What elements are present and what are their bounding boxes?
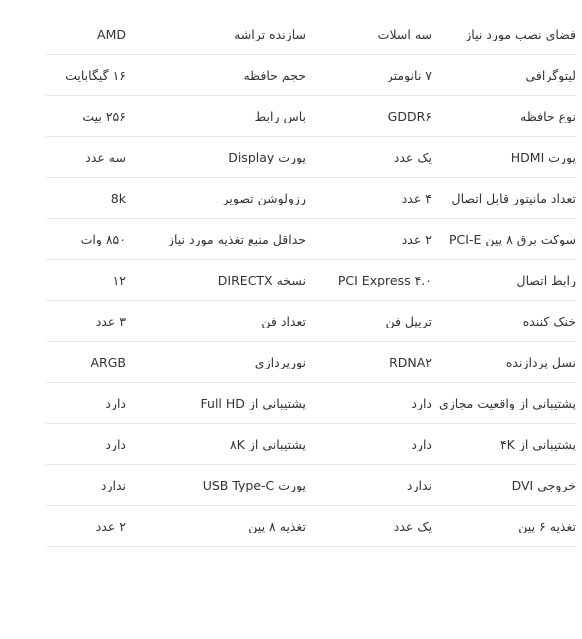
- spec-label: خروجی DVI: [511, 477, 576, 493]
- spec-value: ۲۵۶ بیت: [82, 108, 126, 124]
- spec-value: دارد: [105, 395, 126, 411]
- table-row: [46, 137, 576, 178]
- spec-value: GDDR۶: [387, 108, 432, 124]
- spec-value: دارد: [411, 436, 432, 452]
- spec-label: تعداد مانیتور قابل اتصال: [451, 190, 576, 206]
- spec-value: یک عدد: [393, 149, 432, 165]
- spec-label: پشتیبانی از واقعیت مجازی: [438, 395, 576, 411]
- spec-value: AMD: [97, 26, 126, 42]
- spec-label: باس رابط: [254, 108, 306, 124]
- spec-value: ۱۲: [112, 272, 126, 288]
- spec-value: سه اسلات: [377, 26, 432, 42]
- table-row: [46, 301, 576, 342]
- spec-label: پورت HDMI: [510, 149, 576, 165]
- spec-value: ۱۶ گیگابایت: [65, 67, 126, 83]
- spec-label: نوع حافظه: [520, 108, 576, 124]
- spec-label: پورت Display: [228, 149, 306, 165]
- spec-label: حداقل منبع تغذیه مورد نیاز: [167, 231, 306, 247]
- spec-value: ۳ عدد: [95, 313, 126, 329]
- spec-label: پشتیبانی از ۴K: [499, 436, 576, 452]
- spec-value: سه عدد: [85, 149, 126, 165]
- spec-table: [46, 14, 576, 547]
- table-row: [46, 506, 576, 547]
- spec-value: ۲ عدد: [401, 231, 432, 247]
- spec-value: دارد: [105, 436, 126, 452]
- spec-label: نسخه DIRECTX: [217, 272, 306, 288]
- spec-value: تریپل فن: [385, 313, 432, 329]
- spec-label: لیتوگرافی: [525, 67, 576, 83]
- spec-label: سازنده تراشه: [234, 26, 306, 42]
- table-row: [46, 342, 576, 383]
- spec-value: 8k: [110, 190, 126, 206]
- table-row: [46, 465, 576, 506]
- spec-label: تعداد فن: [261, 313, 306, 329]
- table-row: [46, 178, 576, 219]
- spec-label: رزولوشن تصویر: [222, 190, 306, 206]
- table-row: [46, 383, 576, 424]
- spec-label: نسل پردازنده: [505, 354, 576, 370]
- table-row: [46, 219, 576, 260]
- spec-label: رابط اتصال: [516, 272, 576, 288]
- table-row: [46, 55, 576, 96]
- spec-label: تغذیه ۶ پین: [518, 518, 576, 534]
- spec-value: ۸۵۰ وات: [80, 231, 126, 247]
- spec-value: ندارد: [406, 477, 432, 493]
- spec-label: حجم حافظه: [243, 67, 306, 83]
- spec-value: ندارد: [100, 477, 126, 493]
- spec-label: نورپردازی: [254, 354, 306, 370]
- spec-value: دارد: [411, 395, 432, 411]
- spec-label: تغذیه ۸ پین: [248, 518, 306, 534]
- spec-label: پشتیبانی از Full HD: [200, 395, 306, 411]
- table-row: [46, 260, 576, 301]
- spec-label: سوکت برق ۸ پین PCI-E: [449, 231, 576, 247]
- table-row: [46, 96, 576, 137]
- spec-label: پورت USB Type-C: [202, 477, 306, 493]
- spec-value: یک عدد: [393, 518, 432, 534]
- spec-value: ۲ عدد: [95, 518, 126, 534]
- spec-label: پشتیبانی از ۸K: [229, 436, 306, 452]
- table-row: [46, 14, 576, 55]
- spec-value: ARGB: [90, 354, 126, 370]
- table-row: [46, 424, 576, 465]
- spec-label: فضای نصب مورد نیاز: [465, 26, 576, 42]
- spec-value: PCI Express ۴.۰: [337, 272, 432, 288]
- spec-label: خنک کننده: [522, 313, 576, 329]
- spec-value: RDNA۲: [389, 354, 432, 370]
- spec-value: ۴ عدد: [401, 190, 432, 206]
- spec-value: ۷ نانومتر: [386, 67, 432, 83]
